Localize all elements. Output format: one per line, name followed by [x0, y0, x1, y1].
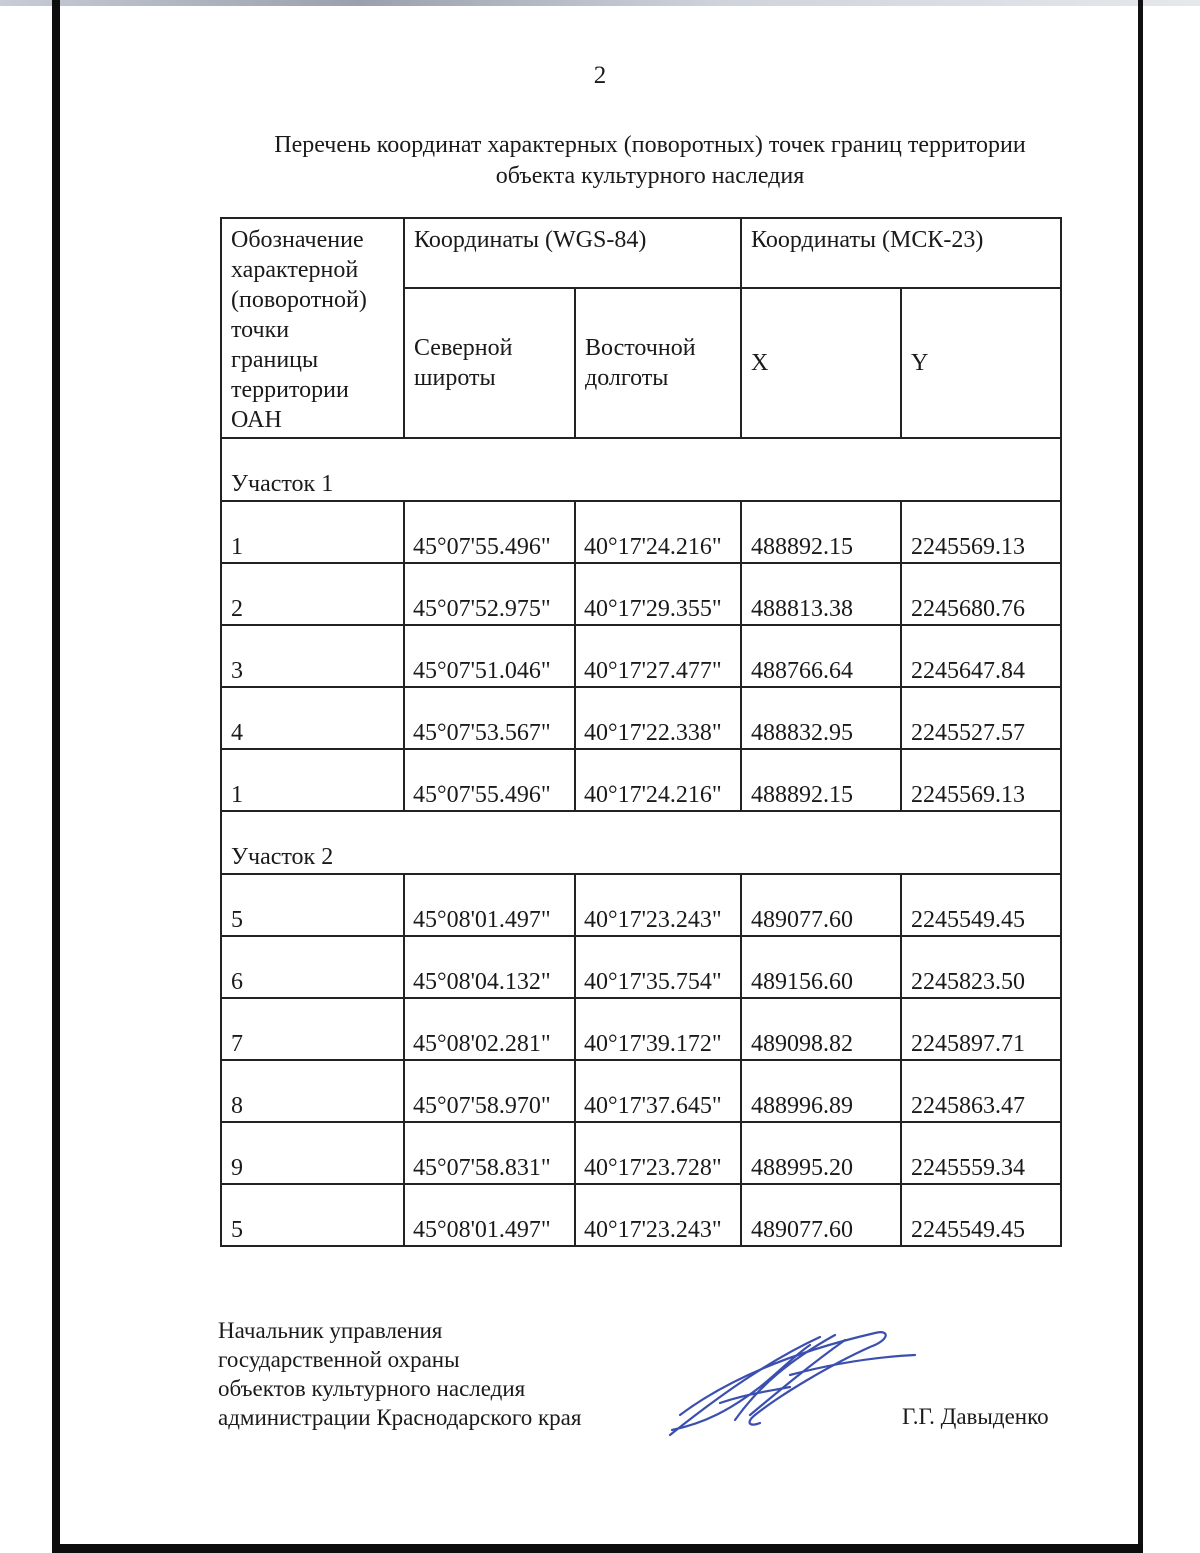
header-y: Y	[901, 288, 1061, 438]
cell-point: 6	[221, 936, 404, 998]
cell-point: 5	[221, 1184, 404, 1246]
cell-x: 488996.89	[741, 1060, 901, 1122]
cell-x: 488892.15	[741, 749, 901, 811]
header-east-longitude: Восточной долготы	[575, 288, 741, 438]
cell-point: 5	[221, 874, 404, 936]
cell-longitude: 40°17'24.216"	[575, 501, 741, 563]
cell-y: 2245559.34	[901, 1122, 1061, 1184]
table-row	[221, 687, 1061, 749]
cell-point: 9	[221, 1122, 404, 1184]
table-row	[221, 1184, 1061, 1246]
signer-position-line: Начальник управления	[218, 1318, 443, 1343]
cell-longitude: 40°17'27.477"	[575, 625, 741, 687]
cell-y: 2245527.57	[901, 687, 1061, 749]
cell-x: 488995.20	[741, 1122, 901, 1184]
table-row	[221, 874, 1061, 936]
cell-longitude: 40°17'24.216"	[575, 749, 741, 811]
cell-x: 489077.60	[741, 1184, 901, 1246]
table-row	[221, 1122, 1061, 1184]
cell-point: 4	[221, 687, 404, 749]
signer-position-line: государственной охраны	[218, 1347, 460, 1372]
title-line-2: объекта культурного наследия	[495, 163, 805, 189]
cell-x: 488832.95	[741, 687, 901, 749]
table-header-row	[221, 218, 1061, 288]
header-x: X	[741, 288, 901, 438]
cell-longitude: 40°17'22.338"	[575, 687, 741, 749]
coordinates-table	[220, 217, 1062, 1247]
table-row	[221, 625, 1061, 687]
cell-x: 489077.60	[741, 874, 901, 936]
cell-latitude: 45°07'58.831"	[404, 1122, 575, 1184]
cell-x: 488892.15	[741, 501, 901, 563]
cell-y: 2245897.71	[901, 998, 1061, 1060]
cell-point: 1	[221, 501, 404, 563]
cell-latitude: 45°08'02.281"	[404, 998, 575, 1060]
cell-longitude: 40°17'23.243"	[575, 1184, 741, 1246]
cell-x: 489156.60	[741, 936, 901, 998]
cell-latitude: 45°08'01.497"	[404, 874, 575, 936]
section-title: Участок 2	[221, 811, 1061, 874]
header-wgs84-group: Координаты (WGS-84)	[404, 218, 741, 288]
document-title	[200, 130, 1100, 192]
cell-latitude: 45°07'52.975"	[404, 563, 575, 625]
cell-y: 2245569.13	[901, 501, 1061, 563]
cell-point: 2	[221, 563, 404, 625]
cell-y: 2245823.50	[901, 936, 1061, 998]
header-north-latitude: Северной широты	[404, 288, 575, 438]
cell-y: 2245569.13	[901, 749, 1061, 811]
cell-latitude: 45°07'58.970"	[404, 1060, 575, 1122]
cell-longitude: 40°17'37.645"	[575, 1060, 741, 1122]
cell-point: 7	[221, 998, 404, 1060]
cell-longitude: 40°17'29.355"	[575, 563, 741, 625]
cell-x: 488766.64	[741, 625, 901, 687]
cell-x: 488813.38	[741, 563, 901, 625]
cell-latitude: 45°07'53.567"	[404, 687, 575, 749]
table-row	[221, 1060, 1061, 1122]
scan-edge-bottom	[52, 1544, 1143, 1553]
signer-position-line: администрации Краснодарского края	[218, 1405, 582, 1430]
cell-latitude: 45°08'04.132"	[404, 936, 575, 998]
table-row	[221, 563, 1061, 625]
table-row	[221, 936, 1061, 998]
page-number: 2	[593, 62, 607, 89]
section-title: Участок 1	[221, 438, 1061, 501]
signer-position-line: объектов культурного наследия	[218, 1376, 526, 1401]
signer-name: Г.Г. Давыденко	[902, 1404, 1049, 1429]
cell-latitude: 45°07'51.046"	[404, 625, 575, 687]
header-msk23-group: Координаты (МСК-23)	[741, 218, 1061, 288]
section-row	[221, 438, 1061, 501]
cell-y: 2245647.84	[901, 625, 1061, 687]
handwritten-signature	[660, 1315, 920, 1445]
cell-x: 489098.82	[741, 998, 901, 1060]
table-row	[221, 501, 1061, 563]
cell-longitude: 40°17'39.172"	[575, 998, 741, 1060]
cell-latitude: 45°08'01.497"	[404, 1184, 575, 1246]
section-row	[221, 811, 1061, 874]
cell-point: 3	[221, 625, 404, 687]
cell-longitude: 40°17'35.754"	[575, 936, 741, 998]
cell-point: 8	[221, 1060, 404, 1122]
scan-edge-left	[52, 0, 60, 1553]
table-row	[221, 998, 1061, 1060]
cell-longitude: 40°17'23.243"	[575, 874, 741, 936]
cell-longitude: 40°17'23.728"	[575, 1122, 741, 1184]
cell-y: 2245863.47	[901, 1060, 1061, 1122]
scan-edge-right	[1138, 0, 1143, 1553]
title-line-1: Перечень координат характерных (поворотных) точек границ территории	[274, 132, 1026, 158]
cell-point: 1	[221, 749, 404, 811]
cell-y: 2245680.76	[901, 563, 1061, 625]
cell-y: 2245549.45	[901, 1184, 1061, 1246]
table-row	[221, 749, 1061, 811]
cell-latitude: 45°07'55.496"	[404, 501, 575, 563]
header-point-designation: Обозначение характерной (поворотной) точки границы территории ОАН	[221, 218, 404, 438]
signer-position	[218, 1316, 581, 1432]
scan-edge-top	[0, 0, 1200, 6]
cell-y: 2245549.45	[901, 874, 1061, 936]
cell-latitude: 45°07'55.496"	[404, 749, 575, 811]
